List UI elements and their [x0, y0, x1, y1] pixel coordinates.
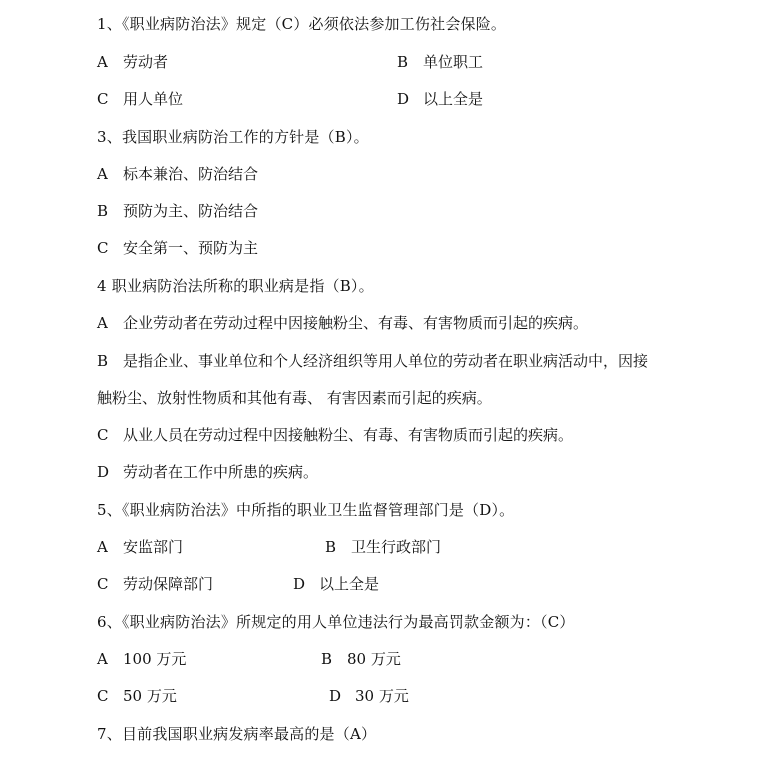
question-6-stem: 6、《职业病防治法》所规定的用人单位违法行为最高罚款金额为：（C） [97, 613, 575, 631]
question-3-option-a: A 标本兼治、防治结合 [97, 165, 259, 183]
question-4-option-b-continuation: 触粉尘、放射性物质和其他有毒、 有害因素而引起的疾病。 [97, 389, 492, 407]
question-3-option-b: B 预防为主、防治结合 [97, 202, 259, 220]
question-6-option-a: A 100 万元 [97, 650, 187, 668]
question-5-option-a: A 安监部门 [97, 538, 184, 556]
question-1-option-a: A 劳动者 [97, 53, 169, 71]
question-5-option-d: D 以上全是 [293, 575, 380, 593]
question-3-option-c: C 安全第一、预防为主 [97, 239, 259, 257]
question-1-option-b: B 单位职工 [397, 53, 484, 71]
question-6-option-c: C 50 万元 [97, 687, 177, 705]
question-6-option-d: D 30 万元 [329, 687, 409, 705]
question-5-option-c: C 劳动保障部门 [97, 575, 214, 593]
question-4-option-a: A 企业劳动者在劳动过程中因接触粉尘、有毒、有害物质而引起的疾病。 [97, 314, 589, 332]
question-1-option-d: D 以上全是 [397, 90, 484, 108]
question-4-option-c: C 从业人员在劳动过程中因接触粉尘、有毒、有害物质而引起的疾病。 [97, 426, 574, 444]
question-5-option-b: B 卫生行政部门 [325, 538, 442, 556]
question-1-option-c: C 用人单位 [97, 90, 184, 108]
question-7-stem: 7、目前我国职业病发病率最高的是（A） [97, 725, 377, 743]
question-3-stem: 3、我国职业病防治工作的方针是（B）。 [97, 128, 369, 146]
question-4-option-b: B 是指企业、事业单位和个人经济组织等用人单位的劳动者在职业病活动中，因接 [97, 352, 649, 370]
question-4-stem: 4 职业病防治法所称的职业病是指（B）。 [97, 277, 374, 295]
question-6-option-b: B 80 万元 [321, 650, 401, 668]
question-1-stem: 1、《职业病防治法》规定（C）必须依法参加工伤社会保险。 [97, 15, 507, 33]
question-4-option-d: D 劳动者在工作中所患的疾病。 [97, 463, 319, 481]
question-5-stem: 5、《职业病防治法》中所指的职业卫生监督管理部门是（D）。 [97, 501, 515, 519]
